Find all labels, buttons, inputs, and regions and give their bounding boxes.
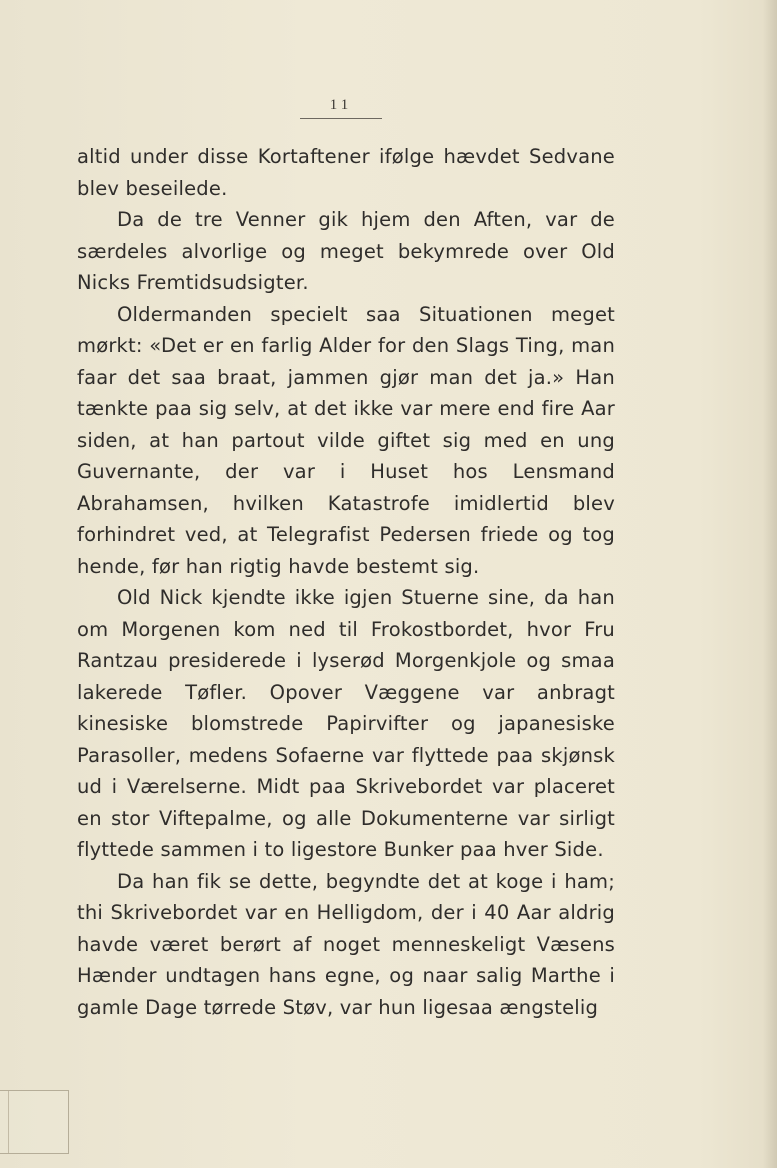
paragraph-3: Oldermanden specielt saa Situationen meget mørkt: «Det er en farlig Alder for den Slags Ting, man faar det saa braat, jammen gjør man det ja.» Han tænkte paa sig selv, at det ikke var mere end fire Aar siden, at han partout vilde giftet sig med en ung Guvernante, der var i Huset hos Lensmand Abrahamsen, hvilken Katastrofe imidlertid blev forhindret ved, at Telegrafist Pedersen friede og tog hende, før han rigtig havde bestemt sig.: [77, 302, 615, 578]
library-stamp-box: [0, 1090, 69, 1154]
paragraph-5: Da han fik se dette, begyndte det at koge i ham; thi Skrivebordet var en Helligdom, der i 40 Aar aldrig havde været berørt af noget menneskeligt Væsens Hænder undtagen hans egne, og naar salig Marthe i gamle Dage tørrede Støv, var hun ligesaa ængstelig: [77, 869, 615, 1019]
header-rule: [300, 118, 382, 119]
page-edge-shadow: [763, 0, 777, 1168]
running-header: [300, 95, 382, 119]
paragraph-4: Old Nick kjendte ikke igjen Stuerne sine, da han om Morgenen kom ned til Frokostbordet, hvor Fru Rantzau presiderede i lyserød Morgenkjole og smaa lakerede Tøfler. Opover Væggene var anbragt kinesiske blomstrede Papirvifter og japanesiske Parasoller, medens Sofaerne var flyttede paa skjønsk ud i Værelserne. Midt paa Skrivebordet var placeret en stor Viftepalme, og alle Dokumenterne var sirligt flyttede sammen i to ligestore Bunker paa hver Side.: [77, 586, 615, 861]
paragraph-2: Da de tre Venner gik hjem den Aften, var de særdeles alvorlige og meget bekymrede over Old Nicks Fremtidsudsigter.: [77, 208, 615, 294]
page-number: 11: [329, 97, 353, 113]
body-text: [77, 141, 615, 1023]
paragraph-1: altid under disse Kortaftener ifølge hævdet Sedvane blev beseilede.: [77, 145, 615, 200]
stamp-divider: [8, 1091, 9, 1153]
